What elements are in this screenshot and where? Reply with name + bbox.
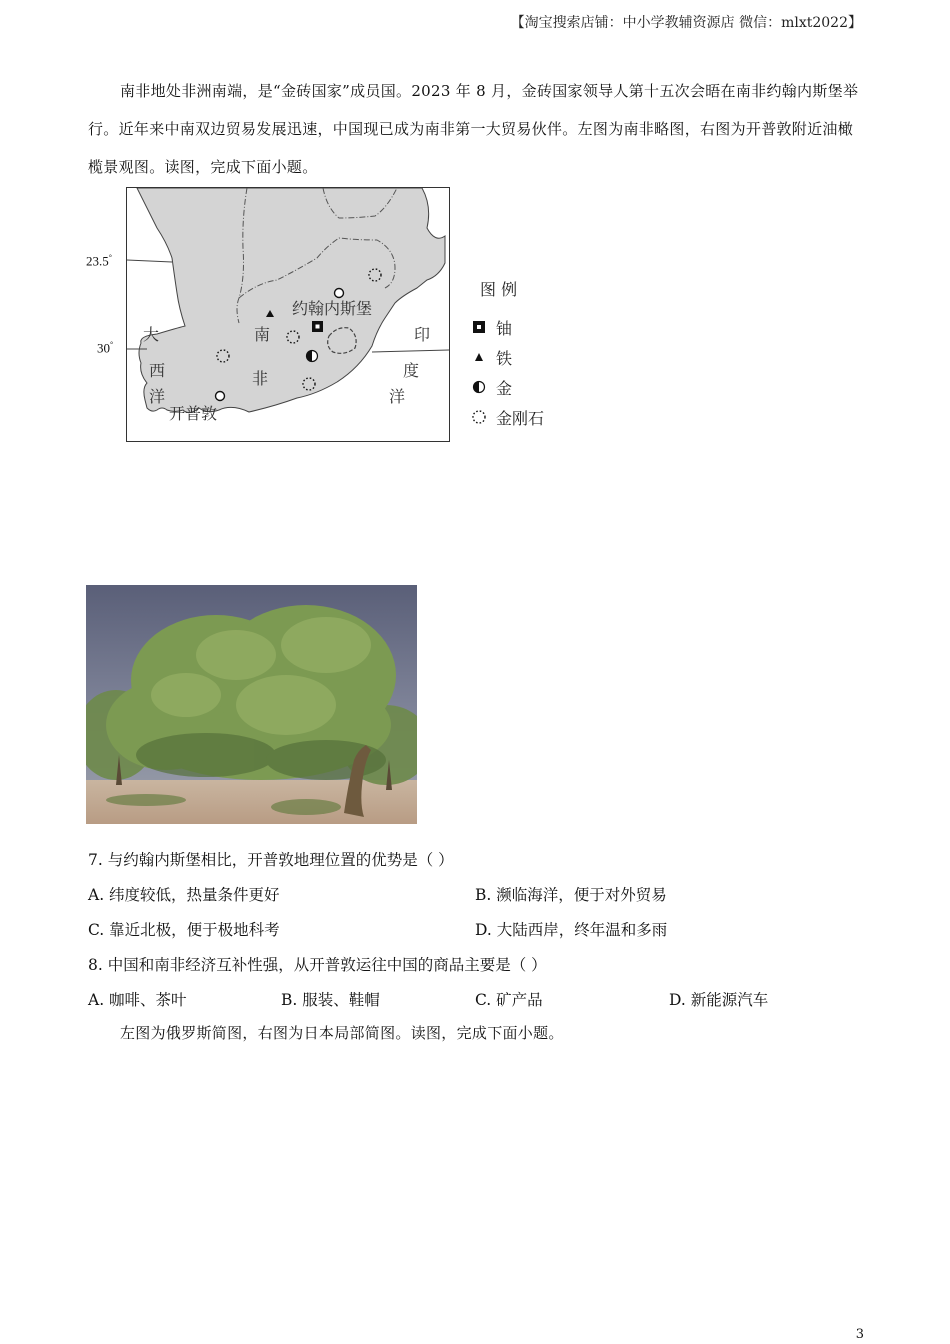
question-8-option-c: C. 矿产品 bbox=[475, 991, 543, 1009]
question-7-option-b: B. 濒临海洋，便于对外贸易 bbox=[475, 886, 667, 904]
atlantic-label-xi: 西 bbox=[149, 361, 166, 380]
capetown-label: 开普敦 bbox=[169, 404, 218, 423]
iron-icon bbox=[470, 348, 488, 366]
diamond-icon bbox=[470, 408, 488, 426]
page-header: 【淘宝搜索店铺：中小学教辅资源店 微信：mlxt2022】 bbox=[510, 15, 862, 31]
intro-paragraph: 南非地处非洲南端，是“金砖国家”成员国。2023 年 8 月，金砖国家领导人第十五次会晤在南非约翰内斯堡举行。近年来中南双边贸易发展迅速，中国现已成为南非第一大贸易伙伴。左图为南非略图，右图为开普敦附近油橄榄景观图。读图，完成下面小题。 bbox=[88, 82, 859, 176]
question-8-stem: 8. 中国和南非经济互补性强，从开普敦运往中国的商品主要是（ ） bbox=[88, 956, 547, 974]
legend-item-gold bbox=[470, 372, 544, 402]
legend-label-diamond: 金刚石 bbox=[496, 408, 545, 428]
country-label-nan: 南 bbox=[254, 325, 271, 344]
olive-landscape-image bbox=[86, 585, 417, 824]
latitude-label-23-5: 23.5° bbox=[86, 253, 112, 269]
legend-label-uranium: 铀 bbox=[496, 318, 513, 338]
olive-tree-photo bbox=[86, 585, 417, 824]
atlantic-label-da: 大 bbox=[143, 325, 160, 344]
legend-label-gold: 金 bbox=[496, 378, 513, 398]
capetown-city-dot bbox=[216, 392, 225, 401]
page-number: 3 bbox=[855, 1327, 864, 1342]
legend-item-iron bbox=[470, 342, 544, 372]
indian-label-yin: 印 bbox=[414, 325, 431, 344]
question-8-option-d: D. 新能源汽车 bbox=[669, 991, 769, 1009]
legend-title: 图 例 bbox=[480, 280, 518, 299]
latitude-line-30-east bbox=[372, 350, 449, 352]
johannesburg-label: 约翰内斯堡 bbox=[292, 299, 373, 318]
question-7-option-a: A. 纬度较低，热量条件更好 bbox=[88, 886, 280, 904]
legend-label-iron: 铁 bbox=[496, 348, 513, 368]
atlantic-label-yang: 洋 bbox=[149, 387, 166, 406]
latitude-label-30: 30° bbox=[97, 340, 114, 356]
question-7-stem: 7. 与约翰内斯堡相比，开普敦地理位置的优势是（ ） bbox=[88, 851, 454, 869]
gold-icon bbox=[470, 378, 488, 396]
gold-icon bbox=[307, 351, 318, 362]
next-section-intro: 左图为俄罗斯简图，右图为日本局部简图。读图，完成下面小题。 bbox=[120, 1024, 564, 1042]
legend bbox=[470, 312, 544, 432]
land-area bbox=[137, 188, 445, 413]
legend-item-diamond bbox=[470, 402, 544, 432]
country-label-fei: 非 bbox=[252, 369, 269, 388]
legend-item-uranium bbox=[470, 312, 544, 342]
latitude-line-23-5 bbox=[127, 260, 172, 262]
uranium-icon bbox=[312, 321, 323, 332]
question-8-option-a: A. 咖啡、茶叶 bbox=[88, 991, 187, 1009]
indian-label-du: 度 bbox=[403, 361, 420, 380]
question-7-option-c: C. 靠近北极，便于极地科考 bbox=[88, 921, 280, 939]
question-7-option-d: D. 大陆西岸，终年温和多雨 bbox=[475, 921, 668, 939]
uranium-icon bbox=[470, 318, 488, 336]
south-africa-map bbox=[126, 187, 450, 442]
indian-label-yang: 洋 bbox=[389, 387, 406, 406]
question-8-option-b: B. 服装、鞋帽 bbox=[281, 991, 380, 1009]
